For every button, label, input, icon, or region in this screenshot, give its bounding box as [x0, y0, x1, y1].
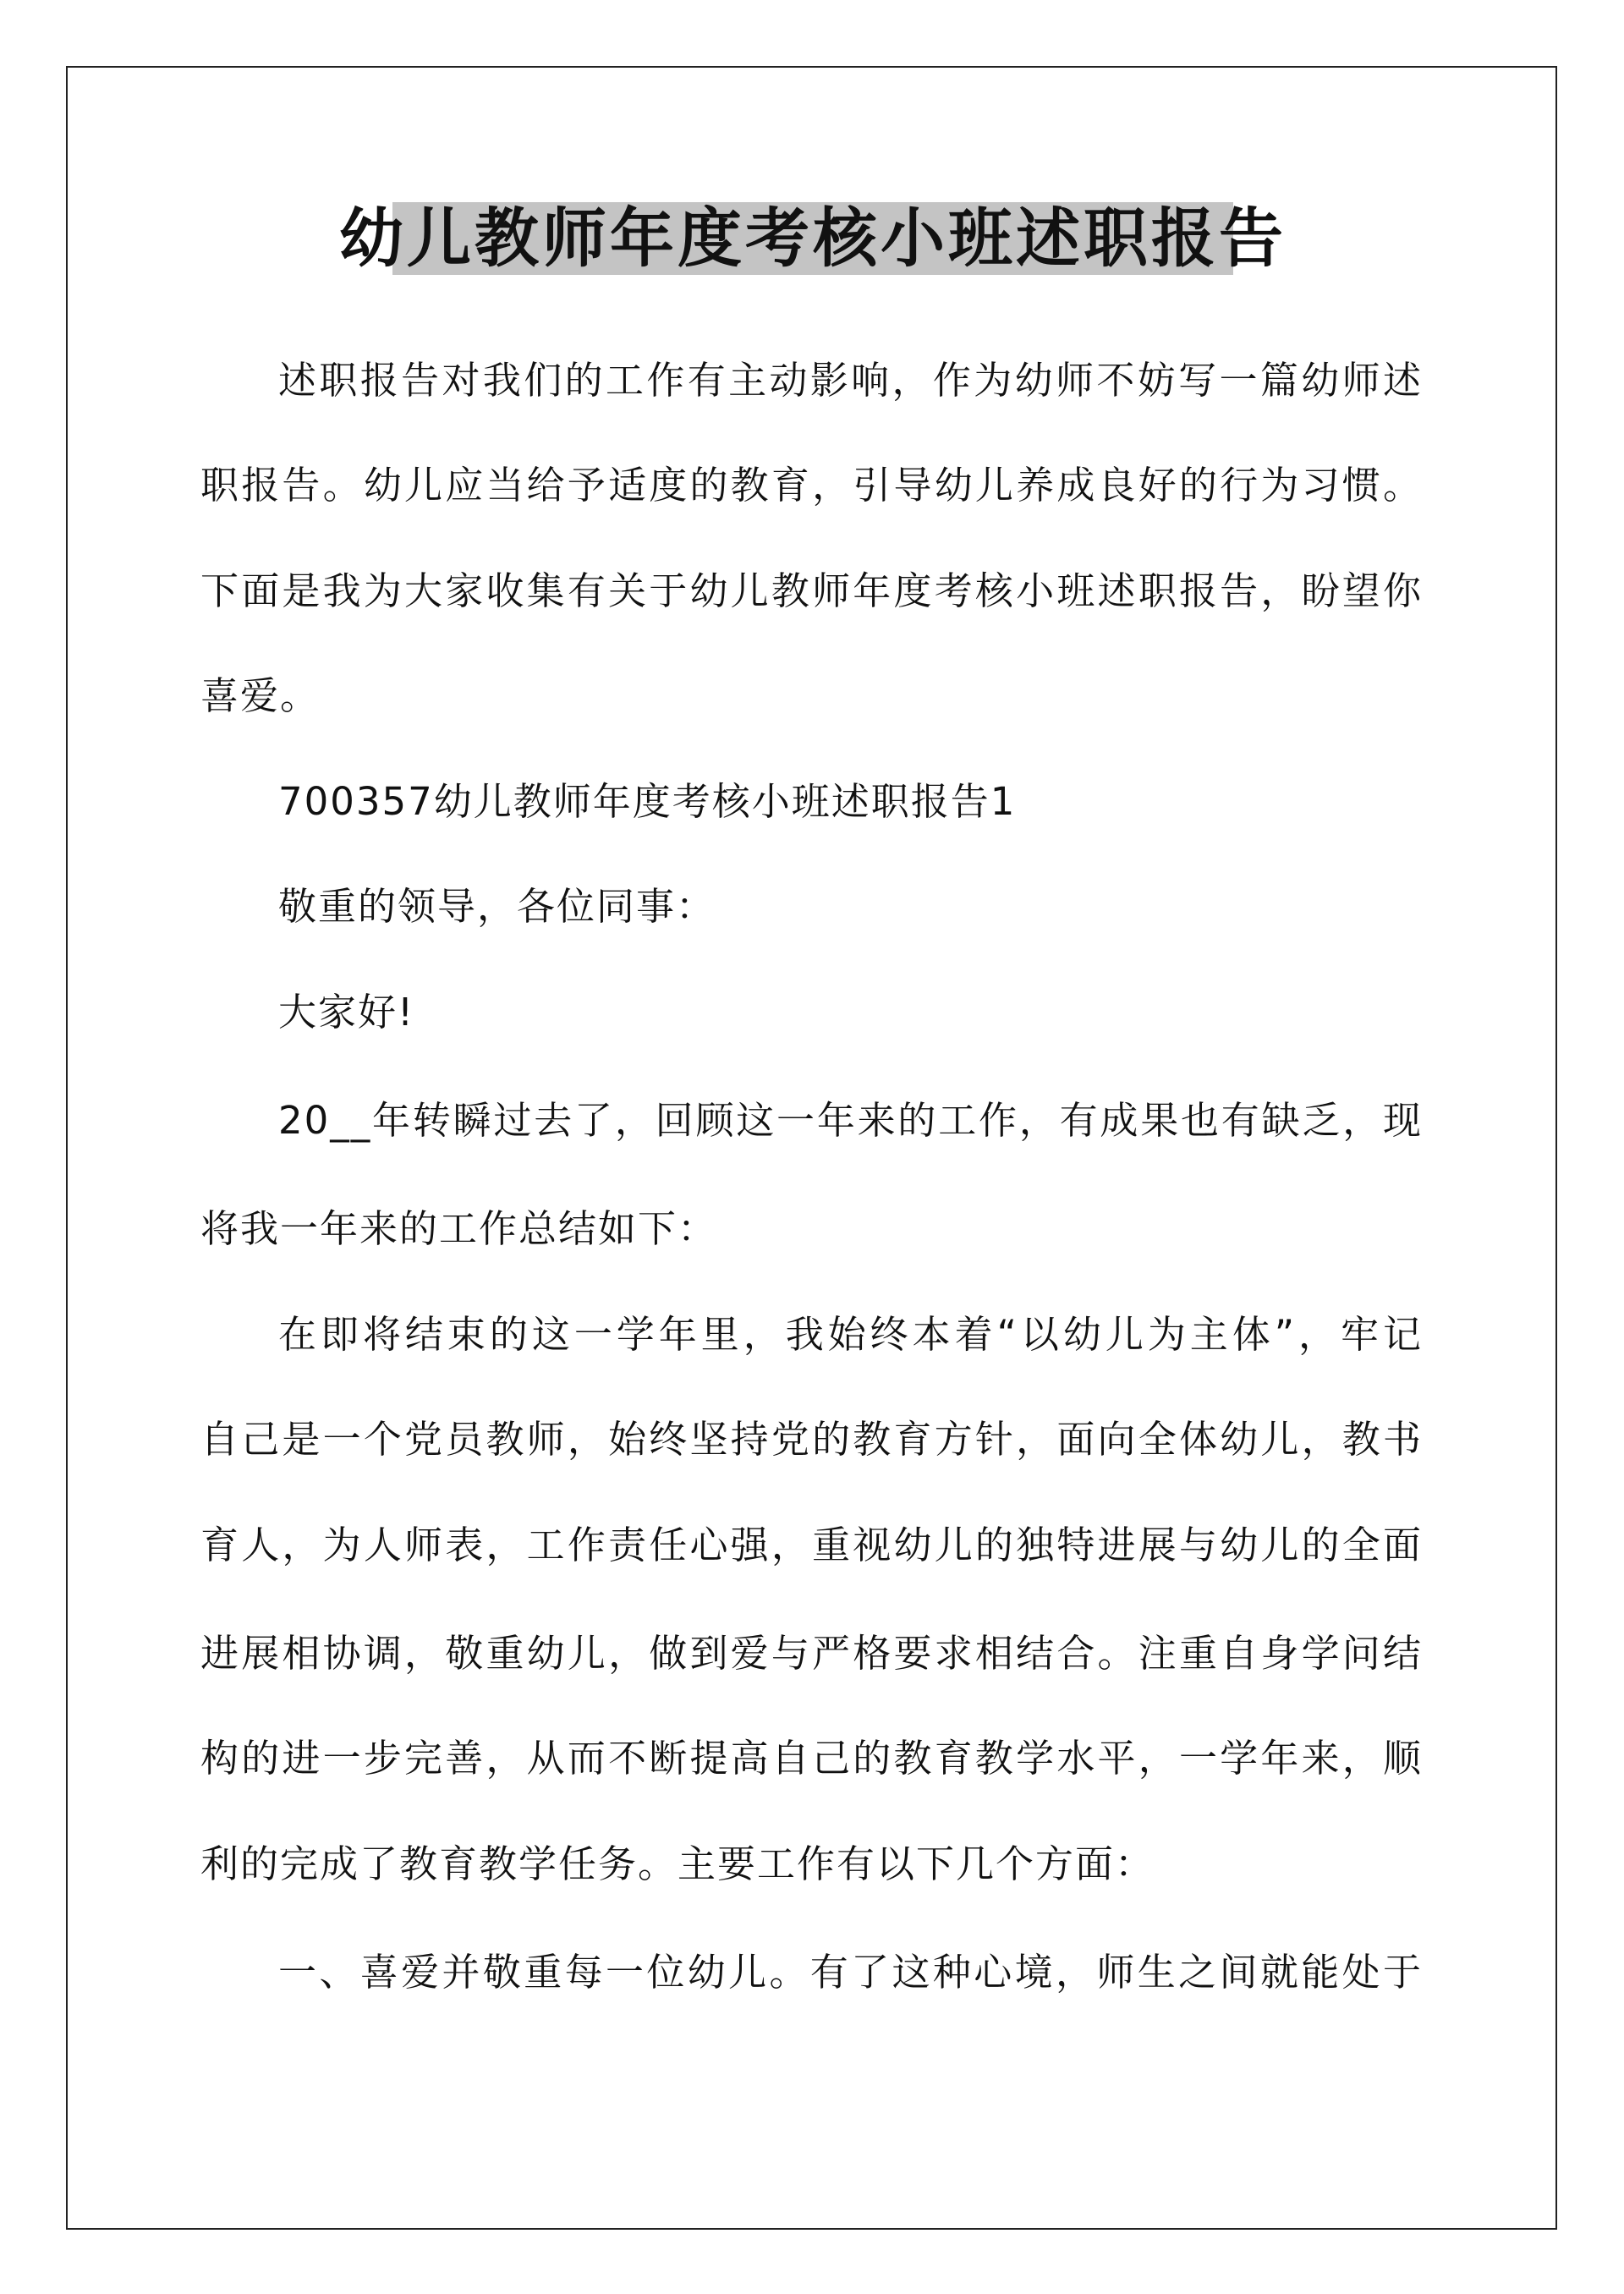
text-line: 述职报告对我们的工作有主动影响，作为幼师不妨写一篇幼师述: [278, 358, 1423, 403]
text-line: 利的完成了教育教学任务。主要工作有以下几个方面：: [200, 1841, 1155, 1886]
text-line: 大家好!: [278, 990, 415, 1034]
text-line: 20__年转瞬过去了，回顾这一年来的工作，有成果也有缺乏，现: [278, 1098, 1423, 1143]
text-line: 自己是一个党员教师，始终坚持党的教育方针，面向全体幼儿，教书: [200, 1417, 1423, 1462]
text-line: 构的进一步完善，从而不断提高自己的教育教学水平，一学年来，顺: [200, 1736, 1423, 1781]
text-line: 喜爱。: [200, 673, 321, 718]
text-line: 敬重的领导，各位同事：: [278, 884, 716, 929]
text-line: 将我一年来的工作总结如下：: [200, 1206, 718, 1251]
text-line: 一、喜爱并敬重每一位幼儿。有了这种心境，师生之间就能处于: [278, 1950, 1423, 1995]
text-line: 在即将结束的这一学年里，我始终本着“以幼儿为主体”，牢记: [278, 1312, 1423, 1357]
text-line: 700357幼儿教师年度考核小班述职报告1: [278, 779, 1017, 824]
text-line: 职报告。幼儿应当给予适度的教育，引导幼儿养成良好的行为习惯。: [200, 463, 1423, 508]
document-title: 幼儿教师年度考核小班述职报告: [339, 200, 1287, 276]
title-highlight: [339, 200, 1287, 276]
text-line: 育人，为人师表，工作责任心强，重视幼儿的独特进展与幼儿的全面: [200, 1523, 1423, 1567]
text-line: 进展相协调，敬重幼儿，做到爱与严格要求相结合。注重自身学问结: [200, 1631, 1423, 1676]
text-line: 下面是我为大家收集有关于幼儿教师年度考核小班述职报告，盼望你: [200, 568, 1423, 613]
